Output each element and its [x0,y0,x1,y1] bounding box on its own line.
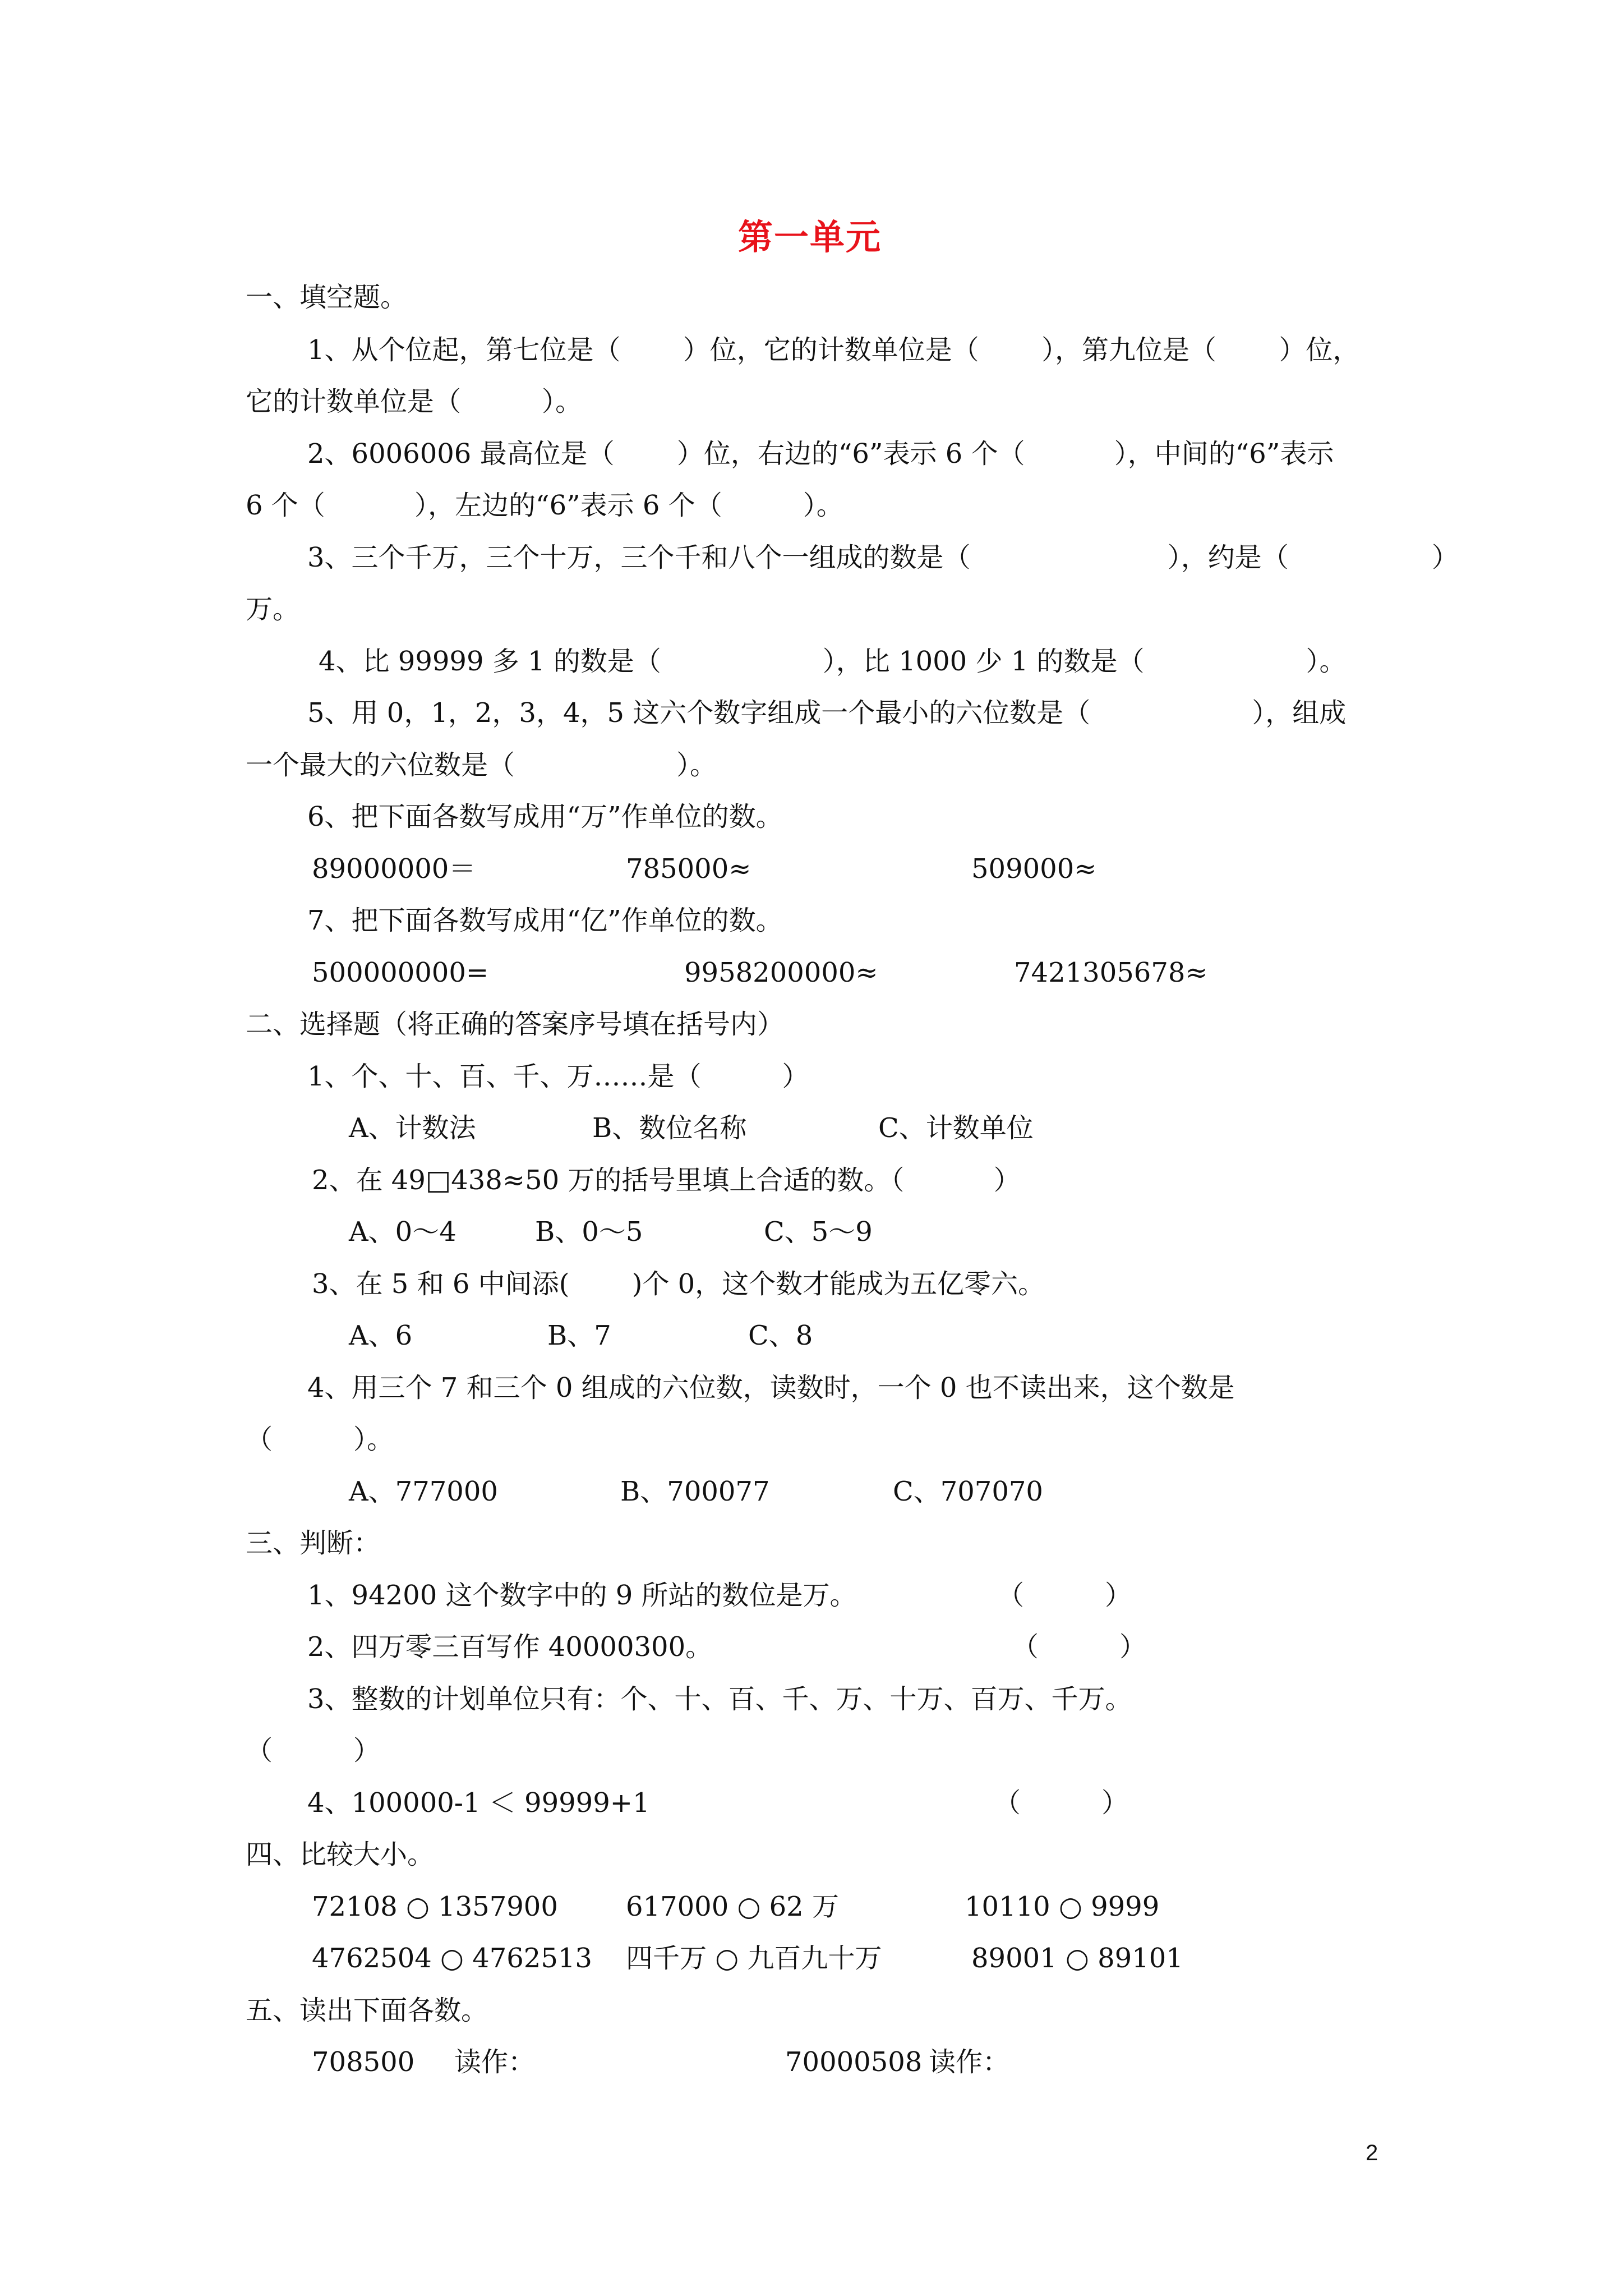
question-1-2-line-a: 2、6006006 最高位是（ ）位，右边的“6”表示 6 个（ ），中间的“6”表示 [307,438,1334,470]
question-3-3: 3、整数的计划单位只有：个、十、百、千、万、十万、百万、千万。 [307,1683,1132,1715]
question-1-5-line-b: 一个最大的六位数是（ ）。 [246,749,717,781]
compare-item: 四千万 ○ 九百九十万 [626,1943,882,1974]
read-number-value: 708500 [312,2046,415,2078]
question-1-6: 6、把下面各数写成用“万”作单位的数。 [307,801,783,832]
section-heading-true-false: 三、判断： [246,1527,381,1559]
page-number: 2 [1366,2141,1378,2165]
question-2-2-option: B、0～5 [535,1216,643,1248]
compare-item: 89001 ○ 89101 [971,1943,1183,1974]
question-3-2: 2、四万零三百写作 40000300。 [307,1631,713,1663]
question-1-1-line-a: 1、从个位起，第七位是（ ）位，它的计数单位是（ ），第九位是（ ）位， [307,334,1360,366]
question-1-6-item: 785000≈ [626,853,751,885]
question-1-6-item: 89000000＝ [312,853,476,885]
question-2-1-option: B、数位名称 [592,1112,747,1144]
question-1-7-item: 500000000= [312,957,489,988]
question-1-6-item: 509000≈ [971,853,1097,885]
question-1-7: 7、把下面各数写成用“亿”作单位的数。 [307,905,783,936]
answer-blank: （ ） [994,1787,1129,1819]
question-2-4-line-b: （ ）。 [246,1424,394,1455]
question-1-7-item: 7421305678≈ [1014,957,1208,988]
question-3-1: 1、94200 这个数字中的 9 所站的数位是万。 [307,1580,857,1611]
question-2-2: 2、在 49□438≈50 万的括号里填上合适的数。（ ） [312,1165,1021,1196]
question-2-3-option: C、8 [748,1320,813,1351]
question-2-2-option: C、5～9 [764,1216,873,1248]
read-number-value: 70000508 [785,2046,923,2078]
question-2-2-option: A、0～4 [349,1216,457,1248]
question-3-4: 4、100000-1 ＜ 99999+1 [307,1787,650,1819]
compare-item: 4762504 ○ 4762513 [312,1943,592,1974]
question-2-4-line-a: 4、用三个 7 和三个 0 组成的六位数，读数时，一个 0 也不读出来，这个数是 [307,1372,1235,1404]
question-1-3-line-a: 3、三个千万，三个十万，三个千和八个一组成的数是（ ），约是（ ） [307,542,1459,573]
question-1-1-line-b: 它的计数单位是（ ）。 [246,386,583,417]
section-heading-compare: 四、比较大小。 [246,1839,435,1870]
section-heading-fill-blank: 一、填空题。 [246,282,408,313]
question-2-4-option: C、707070 [893,1476,1043,1507]
question-1-4: 4、比 99999 多 1 的数是（ ），比 1000 少 1 的数是（ ）。 [319,646,1347,677]
section-heading-multiple-choice: 二、选择题（将正确的答案序号填在括号内） [246,1009,785,1040]
section-heading-read-numbers: 五、读出下面各数。 [246,1995,488,2026]
read-as-label: 读作： [454,2046,536,2078]
question-1-3-line-b: 万。 [246,593,300,625]
read-as-label: 读作： [929,2046,1010,2078]
compare-item: 72108 ○ 1357900 [312,1891,558,1922]
question-2-3: 3、在 5 和 6 中间添( )个 0，这个数才能成为五亿零六。 [312,1268,1045,1300]
answer-blank: （ ） [246,1735,381,1766]
question-1-7-item: 9958200000≈ [684,957,878,988]
question-2-4-option: A、777000 [349,1476,498,1507]
compare-item: 10110 ○ 9999 [965,1891,1160,1922]
question-2-1-option: C、计数单位 [878,1112,1034,1144]
question-2-1: 1、个、十、百、千、万……是（ ） [307,1061,809,1092]
question-1-5-line-a: 5、用 0，1，2，3，4，5 这六个数字组成一个最小的六位数是（ ），组成 [307,697,1347,729]
question-2-4-option: B、700077 [620,1476,770,1507]
question-2-3-option: B、7 [547,1320,611,1351]
answer-blank: （ ） [1012,1631,1147,1663]
question-2-1-option: A、计数法 [349,1112,476,1144]
question-1-2-line-b: 6 个（ ），左边的“6”表示 6 个（ ）。 [246,490,843,521]
question-2-3-option: A、6 [349,1320,413,1351]
page-title: 第一单元 [738,217,882,257]
answer-blank: （ ） [997,1580,1132,1611]
compare-item: 617000 ○ 62 万 [626,1891,839,1922]
